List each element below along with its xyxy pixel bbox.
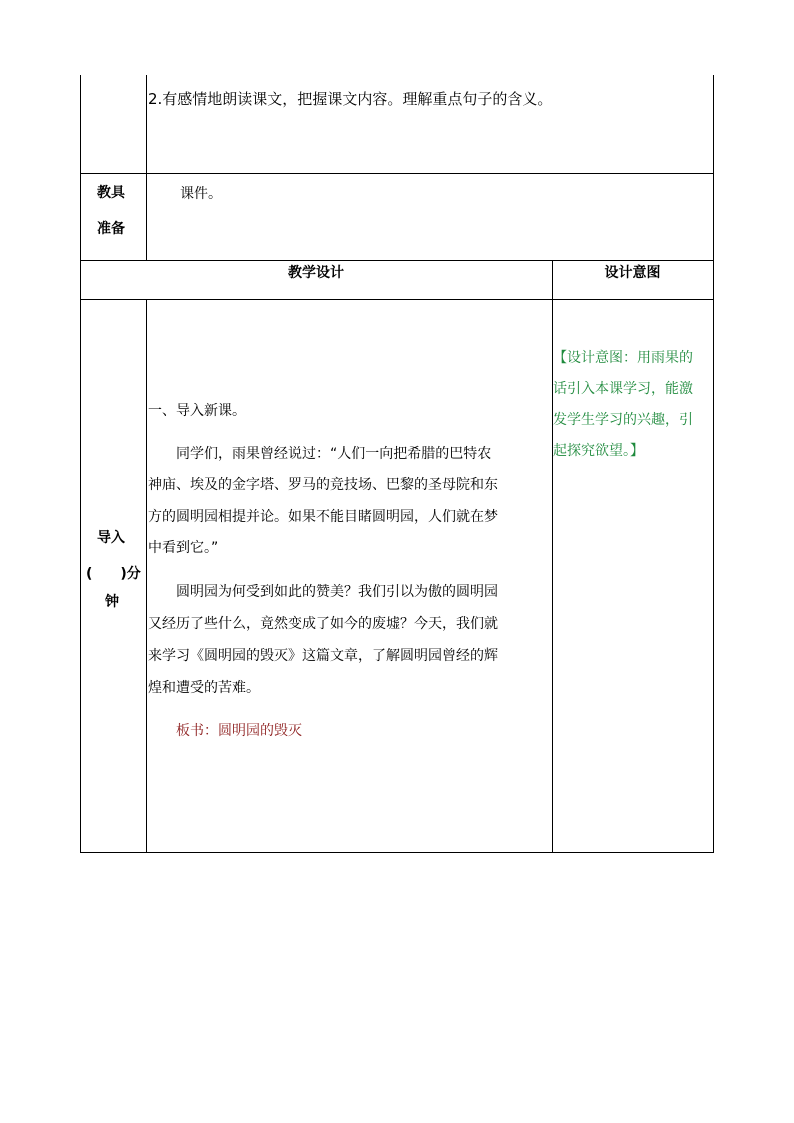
paragraph-line: 又经历了些什么，竟然变成了如今的废墟？今天，我们就	[148, 616, 498, 632]
section-label: ( )分	[86, 566, 141, 582]
table-border	[80, 299, 714, 300]
table-border	[80, 75, 81, 853]
design-intent-line: 【设计意图：用雨果的	[553, 350, 693, 366]
paragraph-line: 圆明园为何受到如此的赞美？我们引以为傲的圆明园	[176, 584, 498, 600]
section-heading: 一、导入新课。	[148, 403, 246, 419]
table-border	[146, 75, 147, 260]
paragraph-line: 煌和遭受的苦难。	[148, 680, 260, 696]
column-header-design: 教学设计	[288, 265, 344, 281]
paragraph-line: 同学们，雨果曾经说过：“人们一向把希腊的巴特农	[176, 446, 492, 462]
table-border	[80, 260, 714, 261]
table-border	[146, 299, 147, 853]
section-label: 钟	[105, 594, 119, 610]
design-intent-line: 话引入本课学习，能激	[553, 381, 693, 397]
column-header-intent: 设计意图	[604, 265, 661, 281]
objective-text: 2.有感情地朗读课文，把握课文内容。理解重点句子的含义。	[148, 90, 553, 108]
paragraph-line: 来学习《圆明园的毁灭》这篇文章，了解圆明园曾经的辉	[148, 648, 498, 664]
section-label: 导入	[97, 530, 125, 546]
paragraph-line: 方的圆明园相提并论。如果不能目睹圆明园，人们就在梦	[148, 509, 498, 525]
design-intent-line: 起探究欲望。】	[553, 443, 644, 459]
table-border	[80, 173, 714, 174]
blackboard-note: 板书：圆明园的毁灭	[176, 723, 302, 739]
table-border	[552, 260, 553, 853]
materials-label: 准备	[97, 221, 125, 237]
paragraph-line: 神庙、埃及的金字塔、罗马的竞技场、巴黎的圣母院和东	[148, 477, 498, 493]
materials-label: 教具	[97, 185, 125, 201]
paragraph-line: 中看到它。”	[148, 540, 219, 556]
table-border	[713, 75, 714, 853]
materials-content: 课件。	[180, 186, 222, 202]
table-border	[80, 852, 714, 853]
design-intent-line: 发学生学习的兴趣，引	[553, 412, 693, 428]
